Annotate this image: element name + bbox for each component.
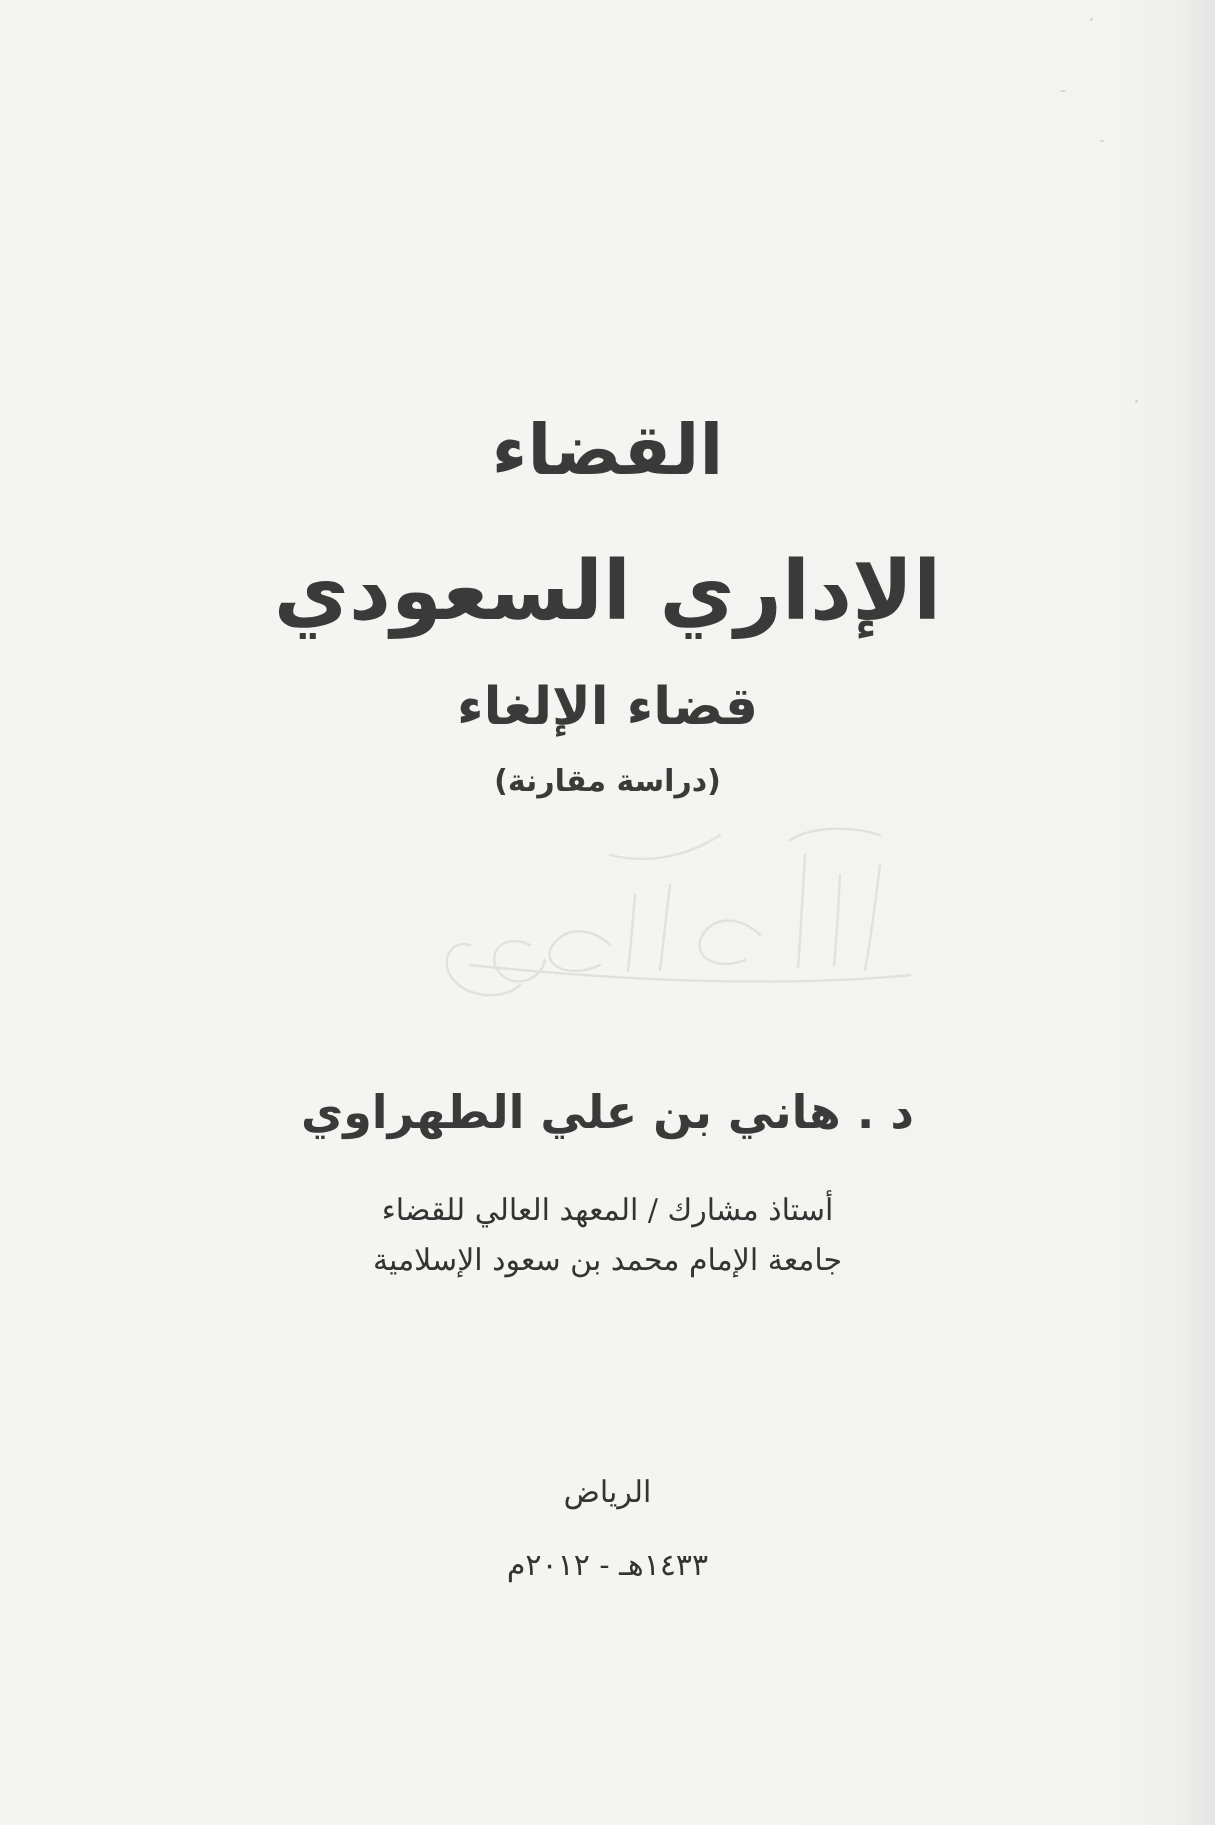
paper-speck xyxy=(1060,90,1066,92)
book-subtitle: قضاء الإلغاء xyxy=(456,677,759,737)
paper-speck xyxy=(1100,140,1104,142)
basmala-watermark xyxy=(410,795,930,1015)
paper-speck xyxy=(1135,400,1138,403)
publication-date: ١٤٣٣هـ - ٢٠١٢م xyxy=(506,1548,709,1583)
author-name: د . هاني بن علي الطهراوي xyxy=(301,1085,914,1139)
book-title-line-1: القضاء xyxy=(491,409,724,491)
book-title-line-2: الإداري السعودي xyxy=(273,544,942,639)
author-university: جامعة الإمام محمد بن سعود الإسلامية xyxy=(372,1243,843,1278)
publication-city: الرياض xyxy=(563,1475,652,1510)
study-type: (دراسة مقارنة) xyxy=(494,764,721,799)
paper-speck xyxy=(1090,18,1093,21)
author-position: أستاذ مشارك / المعهد العالي للقضاء xyxy=(381,1193,834,1228)
